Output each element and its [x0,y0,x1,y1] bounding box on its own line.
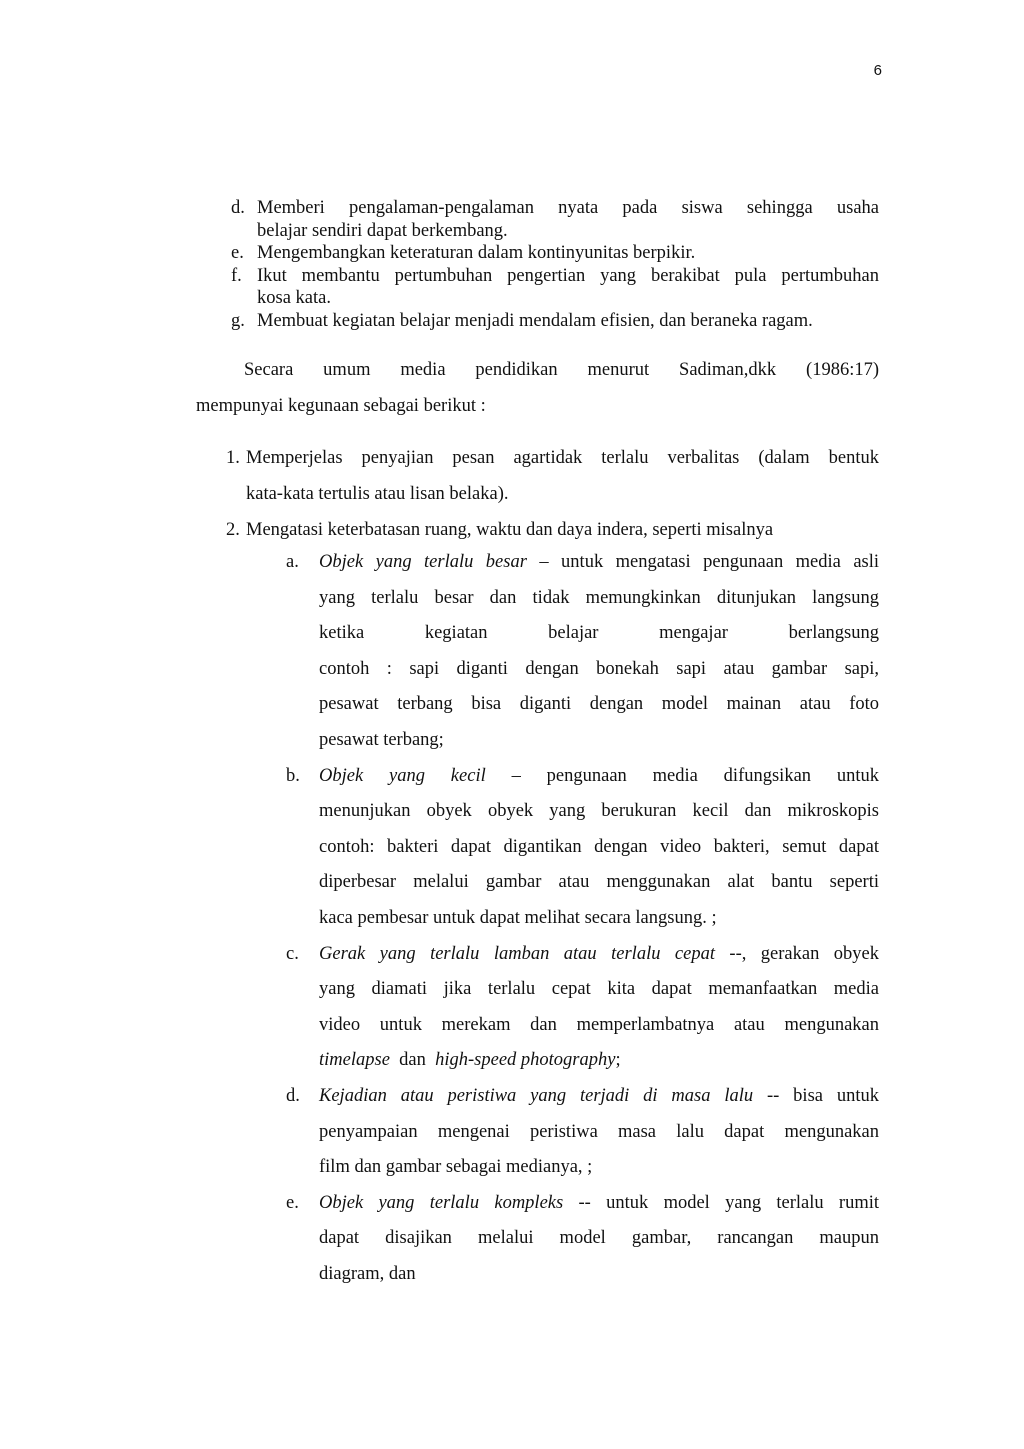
sub-text: contoh : sapi diganti dengan bonekah sapi atau gambar sapi, [319,658,879,679]
sub-title: Kejadian atau peristiwa yang terjadi di masa lalu [319,1085,754,1106]
sub-text: yang diamati jika terlalu cepat kita dapat memanfaatkan media [319,979,879,1000]
sub-text: diperbesar melalui gambar atau menggunakan alat bantu seperti [319,872,879,893]
sub-text: -- untuk model yang terlalu rumit [563,1192,880,1213]
page-number: 6 [873,62,882,79]
sub-label: b. [286,765,300,786]
sub-text: pesawat terbang bisa diganti dengan model mainan atau foto [319,694,879,715]
list-label: f. [231,265,242,286]
sub-item-b [286,759,879,937]
item-text: kata-kata tertulis atau lisan belaka). [246,484,509,504]
sub-title: Gerak yang terlalu lamban atau terlalu cepat [319,943,715,964]
sub-label: d. [286,1085,300,1106]
item-number: 1. [226,448,240,468]
item-number: 2. [226,520,240,540]
list-item [231,265,879,310]
sub-label: a. [286,552,299,572]
list-text: Ikut membantu pertumbuhan pengertian yang berakibat pula pertumbuhan [257,265,879,286]
sub-title: Objek yang kecil [319,765,486,786]
sub-item-a [286,545,879,759]
sub-text: film dan gambar sebagai medianya, ; [319,1157,593,1178]
sub-text: ketika kegiatan belajar mengajar berlangsung [319,623,879,644]
uses-list [226,440,879,548]
list-item [231,242,879,265]
sub-text: yang terlalu besar dan tidak memungkinkan ditunjukan langsung [319,587,879,608]
sub-label: c. [286,943,299,964]
sub-text: video untuk merekam dan memperlambatnya atau mengunakan [319,1014,879,1035]
sub-text: – pengunaan media difungsikan untuk [485,765,880,786]
sub-term: timelapse [319,1050,390,1071]
list-item [231,310,879,333]
sub-text: dapat disajikan melalui model gambar, rancangan maupun [319,1228,879,1249]
sub-item-c [286,937,879,1079]
sub-text: diagram, dan [319,1263,416,1284]
numbered-item [226,512,879,548]
limitations-list [286,545,879,1292]
sub-text: --, gerakan obyek [714,943,879,964]
list-text: Memberi pengalaman-pengalaman nyata pada siswa sehingga usaha [257,198,879,218]
sub-text: contoh: bakteri dapat digantikan dengan video bakteri, semut dapat [319,836,879,857]
benefits-list [231,197,879,333]
sub-text: kaca pembesar untuk dapat melihat secara langsung. ; [319,907,717,928]
list-text: Mengembangkan keteraturan dalam kontinyunitas berpikir. [257,243,696,264]
sub-item-e [286,1186,879,1293]
item-text: Mengatasi keterbatasan ruang, waktu dan daya indera, seperti misalnya [246,520,774,540]
sub-item-d [286,1079,879,1186]
sub-title: Objek yang terlalu besar [319,552,527,572]
numbered-item [226,440,879,512]
list-text: belajar sendiri dapat berkembang. [257,220,508,241]
sub-text: -- bisa untuk [753,1085,879,1106]
sub-text: pesawat terbang; [319,729,444,750]
sub-text: – untuk mengatasi pengunaan media asli [526,552,880,572]
sub-title: Objek yang terlalu kompleks [319,1192,564,1213]
paragraph-line: mempunyai kegunaan sebagai berikut : [196,396,486,416]
sub-label: e. [286,1192,299,1213]
list-item [231,197,879,242]
item-text: Memperjelas penyajian pesan agartidak terlalu verbalitas (dalam bentuk [246,448,879,468]
sub-text: penyampaian mengenai peristiwa masa lalu dapat mengunakan [319,1121,879,1142]
list-label: d. [231,198,245,218]
list-text: kosa kata. [257,288,331,309]
sub-term: high-speed photography [435,1050,616,1071]
list-label: e. [231,243,244,264]
list-label: g. [231,310,245,331]
paragraph-line: Secara umum media pendidikan menurut Sadiman,dkk (1986:17) [244,360,879,380]
intro-paragraph [196,352,879,424]
sub-text: menunjukan obyek obyek yang berukuran kecil dan mikroskopis [319,801,879,822]
list-text: Membuat kegiatan belajar menjadi mendalam efisien, dan beraneka ragam. [257,310,813,331]
sub-text: ; [615,1050,621,1071]
sub-text: dan [389,1050,436,1071]
